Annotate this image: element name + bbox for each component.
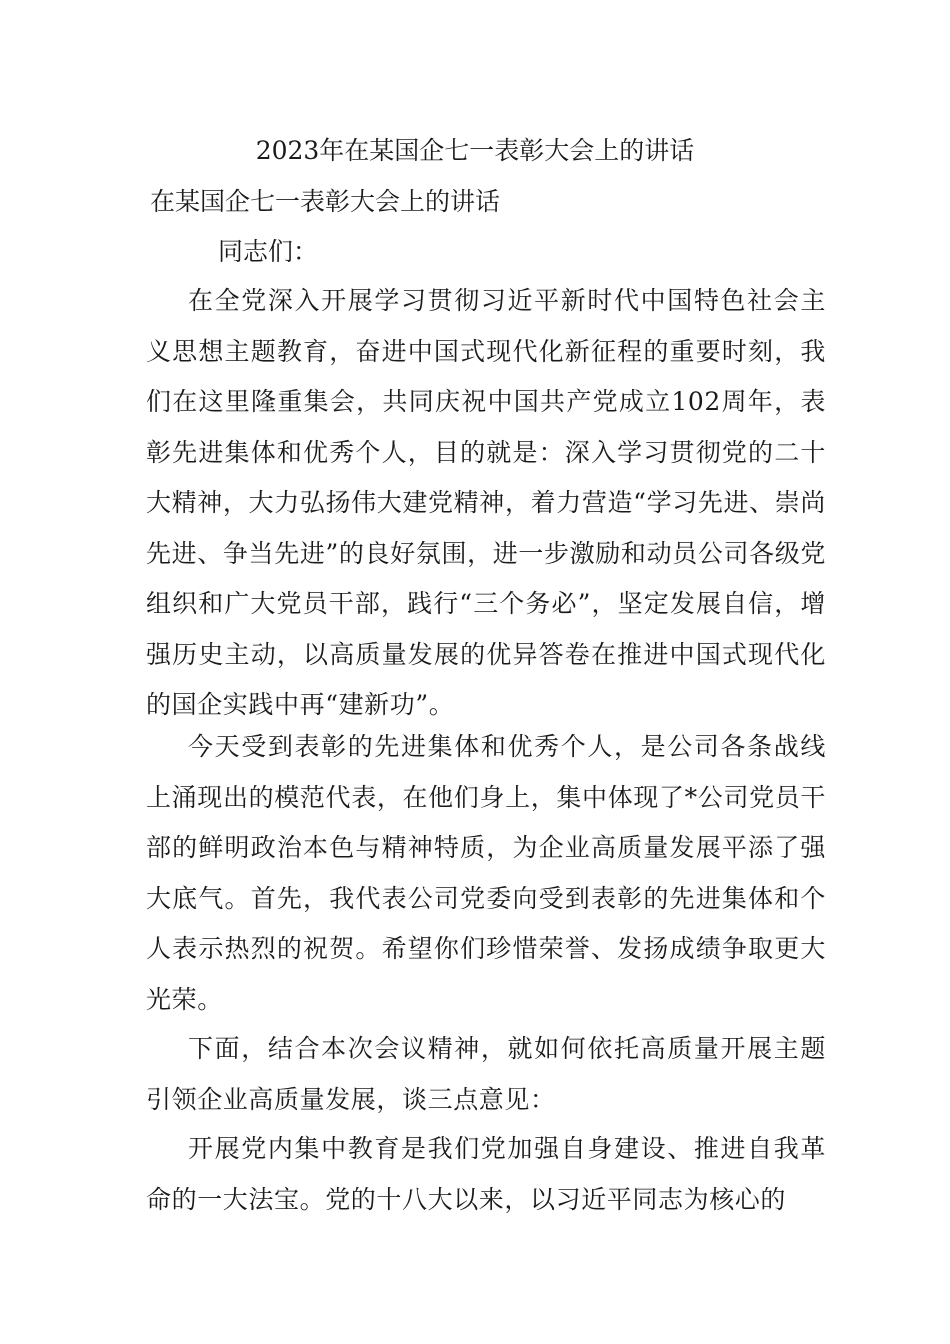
paragraph-4-block xyxy=(146,1124,826,1225)
paragraph-1-block xyxy=(146,276,826,731)
paragraph-1: 在全党深入开展学习贯彻习近平新时代中国特色社会主义思想主题教育，奋进中国式现代化新征程的重要时刻，我们在这里隆重集会，共同庆祝中国共产党成立102周年，表彰先进集体和优秀个人，目的就是：深入学习贯彻党的二十大精神，大力弘扬伟大建党精神，着力营造“学习先进、崇尚先进、争当先进”的良好氛围，进一步激励和动员公司各级党组织和广大党员干部，践行“三个务必”，坚定发展自信，增强历史主动，以高质量发展的优异答卷在推进中国式现代化的国企实践中再“建新功”。 xyxy=(146,286,826,719)
paragraph-4: 开展党内集中教育是我们党加强自身建设、推进自我革命的一大法宝。党的十八大以来，以习近平同志为核心的 xyxy=(146,1134,826,1214)
paragraph-2-block xyxy=(146,722,826,1025)
paragraph-3-block xyxy=(146,1024,826,1125)
document-subtitle: 在某国企七一表彰大会上的讲话 xyxy=(150,187,501,216)
paragraph-2: 今天受到表彰的先进集体和优秀个人，是公司各条战线上涌现出的模范代表，在他们身上，集中体现了*公司党员干部的鲜明政治本色与精神特质，为企业高质量发展平添了强大底气。首先，我代表公司党委向受到表彰的先进集体和个人表示热烈的祝贺。希望你们珍惜荣誉、发扬成绩争取更大光荣。 xyxy=(146,732,826,1014)
salutation: 同志们： xyxy=(218,237,319,266)
document-title: 2023年在某国企七一表彰大会上的讲话 xyxy=(255,136,695,165)
paragraph-3: 下面，结合本次会议精神，就如何依托高质量开展主题引领企业高质量发展，谈三点意见： xyxy=(146,1034,826,1114)
